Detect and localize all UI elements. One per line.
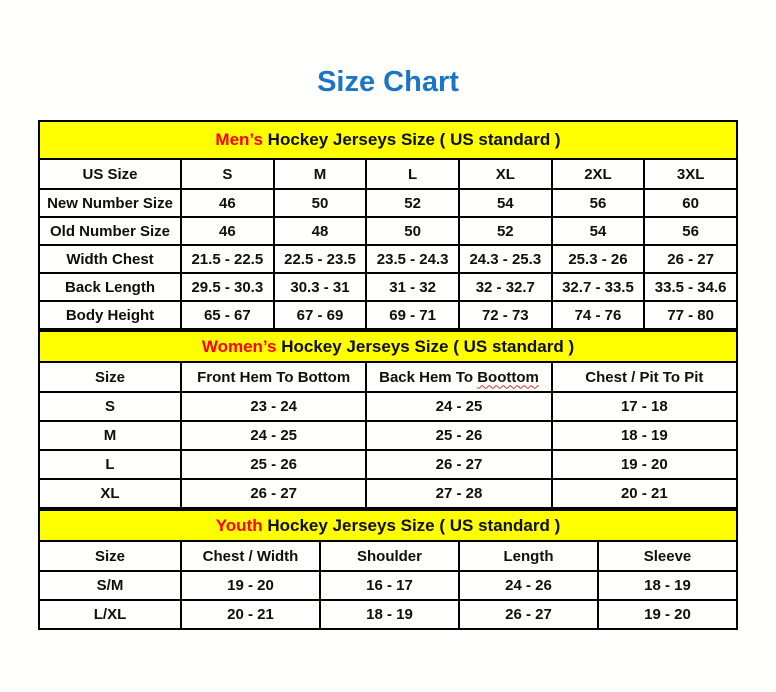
- table-row: [39, 217, 737, 245]
- size-value: 18 - 19: [320, 600, 459, 629]
- size-value: 16 - 17: [320, 571, 459, 600]
- size-value: 22.5 - 23.5: [274, 245, 367, 273]
- table-row: [39, 600, 737, 629]
- row-label: S/M: [39, 571, 181, 600]
- misspelled-word: Boottom: [477, 368, 539, 386]
- column-header: Front Hem To Bottom: [181, 362, 366, 392]
- size-value: 25 - 26: [181, 450, 366, 479]
- row-label: L: [39, 450, 181, 479]
- size-value: 24 - 26: [459, 571, 598, 600]
- size-value: 26 - 27: [459, 600, 598, 629]
- column-header: XL: [459, 159, 552, 189]
- table-band-row: [39, 121, 737, 159]
- size-value: 29.5 - 30.3: [181, 273, 274, 301]
- column-header: S: [181, 159, 274, 189]
- size-value: 54: [552, 217, 645, 245]
- size-value: 25.3 - 26: [552, 245, 645, 273]
- youth-size-table: [38, 509, 738, 630]
- mens-size-table-slot: [38, 120, 738, 330]
- row-label: Width Chest: [39, 245, 181, 273]
- column-header: L: [366, 159, 459, 189]
- size-value: 74 - 76: [552, 301, 645, 329]
- column-header: Length: [459, 541, 598, 571]
- size-value: 20 - 21: [552, 479, 737, 508]
- size-value: 24 - 25: [366, 392, 551, 421]
- table-row: [39, 421, 737, 450]
- size-value: 26 - 27: [366, 450, 551, 479]
- column-header: 3XL: [644, 159, 737, 189]
- size-value: 72 - 73: [459, 301, 552, 329]
- size-value: 50: [366, 217, 459, 245]
- size-value: 48: [274, 217, 367, 245]
- column-header: Shoulder: [320, 541, 459, 571]
- size-value: 19 - 20: [181, 571, 320, 600]
- table-row: [39, 450, 737, 479]
- youth-size-table-slot: [38, 509, 738, 630]
- size-value: 65 - 67: [181, 301, 274, 329]
- column-header-row: [39, 159, 737, 189]
- row-label: M: [39, 421, 181, 450]
- table-row: [39, 479, 737, 508]
- size-value: 24 - 25: [181, 421, 366, 450]
- size-value: 60: [644, 189, 737, 217]
- band-rest: Hockey Jerseys Size ( US standard ): [262, 130, 561, 149]
- size-value: 32.7 - 33.5: [552, 273, 645, 301]
- size-value: 31 - 32: [366, 273, 459, 301]
- size-value: 19 - 20: [598, 600, 737, 629]
- size-value: 46: [181, 189, 274, 217]
- row-label: L/XL: [39, 600, 181, 629]
- size-value: 67 - 69: [274, 301, 367, 329]
- size-value: 33.5 - 34.6: [644, 273, 737, 301]
- size-value: 27 - 28: [366, 479, 551, 508]
- row-label: Back Length: [39, 273, 181, 301]
- size-value: 30.3 - 31: [274, 273, 367, 301]
- mens-size-table: [38, 120, 738, 330]
- table-row: [39, 571, 737, 600]
- size-value: 52: [366, 189, 459, 217]
- table-row: [39, 245, 737, 273]
- size-chart-tables: [38, 120, 738, 630]
- column-header: Chest / Pit To Pit: [552, 362, 737, 392]
- table-row: [39, 189, 737, 217]
- column-header-row: [39, 362, 737, 392]
- size-value: 23 - 24: [181, 392, 366, 421]
- womens-size-table: [38, 330, 738, 509]
- womens-band-title: [39, 331, 737, 362]
- size-value: 69 - 71: [366, 301, 459, 329]
- mens-band-title: [39, 121, 737, 159]
- band-rest: Hockey Jerseys Size ( US standard ): [276, 336, 575, 356]
- column-header: Size: [39, 362, 181, 392]
- row-label: XL: [39, 479, 181, 508]
- column-header: M: [274, 159, 367, 189]
- size-value: 21.5 - 22.5: [181, 245, 274, 273]
- column-header: Sleeve: [598, 541, 737, 571]
- size-value: 24.3 - 25.3: [459, 245, 552, 273]
- column-header: 2XL: [552, 159, 645, 189]
- column-header: Chest / Width: [181, 541, 320, 571]
- table-band-row: [39, 510, 737, 541]
- table-row: [39, 392, 737, 421]
- row-label: Body Height: [39, 301, 181, 329]
- size-value: 20 - 21: [181, 600, 320, 629]
- band-highlight: Youth: [215, 515, 263, 535]
- column-header-row: [39, 541, 737, 571]
- size-value: 26 - 27: [644, 245, 737, 273]
- column-header: Size: [39, 541, 181, 571]
- column-header: Back Hem To Boottom: [366, 362, 551, 392]
- youth-band-title: [39, 510, 737, 541]
- size-value: 26 - 27: [181, 479, 366, 508]
- size-value: 50: [274, 189, 367, 217]
- size-value: 32 - 32.7: [459, 273, 552, 301]
- size-value: 56: [644, 217, 737, 245]
- size-value: 19 - 20: [552, 450, 737, 479]
- size-value: 17 - 18: [552, 392, 737, 421]
- column-header: US Size: [39, 159, 181, 189]
- size-value: 23.5 - 24.3: [366, 245, 459, 273]
- table-row: [39, 301, 737, 329]
- size-value: 54: [459, 189, 552, 217]
- row-label: S: [39, 392, 181, 421]
- size-value: 52: [459, 217, 552, 245]
- size-value: 77 - 80: [644, 301, 737, 329]
- band-highlight: Women’s: [201, 336, 277, 356]
- size-value: 46: [181, 217, 274, 245]
- size-value: 25 - 26: [366, 421, 551, 450]
- womens-size-table-slot: [38, 330, 738, 509]
- size-value: 18 - 19: [552, 421, 737, 450]
- size-value: 56: [552, 189, 645, 217]
- size-value: 18 - 19: [598, 571, 737, 600]
- page-title: Size Chart: [317, 66, 459, 98]
- band-highlight: Men’s: [215, 130, 263, 149]
- row-label: Old Number Size: [39, 217, 181, 245]
- row-label: New Number Size: [39, 189, 181, 217]
- table-band-row: [39, 331, 737, 362]
- band-rest: Hockey Jerseys Size ( US standard ): [262, 515, 561, 535]
- table-row: [39, 273, 737, 301]
